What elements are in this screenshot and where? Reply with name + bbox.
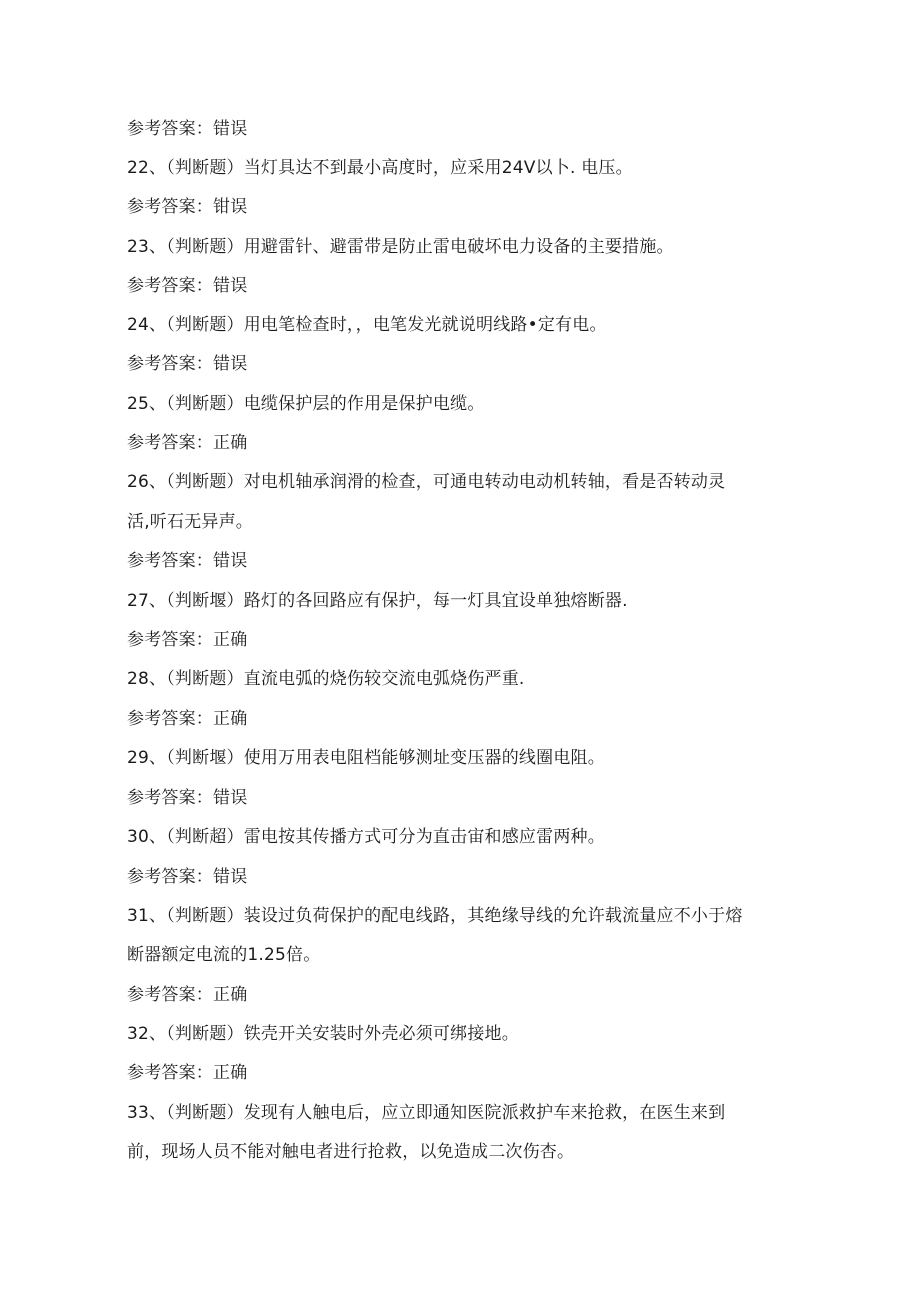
answer-line-29: 参考答案：错误	[127, 788, 248, 808]
question-29: 29、（判断堰）使用万用表电阻档能够测址变压器的线圈电阻。	[127, 748, 605, 768]
answer-line-25: 参考答案：正确	[127, 433, 248, 453]
question-27: 27、（判断堰）路灯的各回路应有保护，每一灯具宜设单独熔断器.	[127, 591, 628, 611]
answer-line-23: 参考答案：错误	[127, 276, 248, 296]
answer-line-22: 参考答案：钳误	[127, 197, 248, 217]
question-31-line-2: 断器额定电流的1.25倍。	[127, 945, 321, 965]
question-33-line-1: 33、（判断题）发现有人触电后，应立即通知医院派救护车来抢救，在医生来到	[127, 1103, 726, 1123]
answer-line-26: 参考答案：错误	[127, 551, 248, 571]
question-26-line-2: 活,听石无异声。	[127, 512, 254, 532]
question-32: 32、（判断题）铁壳开关安装时外壳必须可绑接地。	[127, 1024, 519, 1044]
question-26-line-1: 26、（判断题）对电机轴承润滑的检查，可通电转动电动机转轴，看是否转动灵	[127, 472, 726, 492]
question-31-line-1: 31、（判断题）装设过负荷保护的配电线路，其绝缘导线的允许载流量应不小于熔	[127, 906, 743, 926]
answer-line-21: 参考答案：错误	[127, 119, 248, 139]
question-24: 24、（判断题）用电笔检查时，，电笔发光就说明线路•定有电。	[127, 315, 607, 335]
question-22: 22、（判断题）当灯具达不到最小高度时，应采用24V以卜. 电压。	[127, 158, 633, 178]
answer-line-27: 参考答案：正确	[127, 630, 248, 650]
question-30: 30、（判断超）雷电按其传播方式可分为直击宙和感应雷两种。	[127, 827, 605, 847]
question-33-line-2: 前，现场人员不能对触电者进行抢救，以免造成二次伤杏。	[127, 1142, 575, 1162]
answer-line-24: 参考答案：错误	[127, 354, 248, 374]
answer-line-32: 参考答案：正确	[127, 1063, 248, 1083]
question-28: 28、（判断题）直流电弧的烧伤较交流电弧烧伤严重.	[127, 669, 525, 689]
question-25: 25、（判断题）电缆保护层的作用是保护电缆。	[127, 394, 485, 414]
question-23: 23、（判断题）用避雷针、避雷带是防止雷电破坏电力设备的主要措施。	[127, 237, 674, 257]
answer-line-28: 参考答案：正确	[127, 709, 248, 729]
answer-line-30: 参考答案：错误	[127, 867, 248, 887]
answer-line-31: 参考答案：正确	[127, 985, 248, 1005]
